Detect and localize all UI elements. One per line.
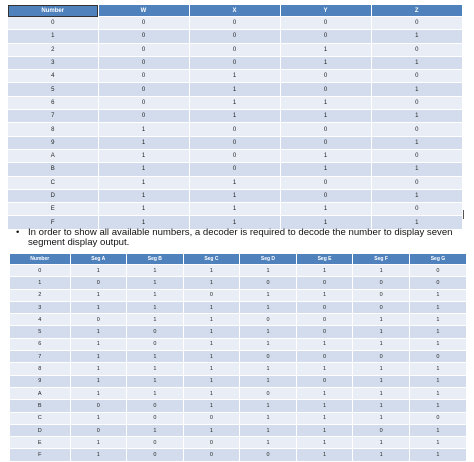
table-cell[interactable]: 3 [10,301,70,313]
table-cell[interactable]: 1 [189,70,280,83]
binary-header-w[interactable]: W [98,5,189,17]
table-cell[interactable]: 2 [10,289,70,301]
table-cell[interactable]: 0 [371,123,462,136]
table-cell[interactable]: B [10,400,70,412]
table-cell[interactable]: 0 [371,43,462,56]
table-cell[interactable]: 0 [189,30,280,43]
table-cell[interactable]: 0 [70,277,127,289]
table-cell[interactable]: 1 [296,265,353,277]
table-cell[interactable]: 1 [280,56,371,69]
table-cell[interactable]: 2 [8,43,98,56]
table-cell[interactable]: 1 [70,449,127,461]
table-cell[interactable]: 1 [296,363,353,375]
table-cell[interactable]: 1 [353,449,410,461]
table-cell[interactable]: 1 [189,83,280,96]
table-cell[interactable]: 9 [10,375,70,387]
table-cell[interactable]: 1 [98,203,189,216]
table-cell[interactable]: F [8,216,98,229]
binary-table-body [8,17,462,229]
table-cell[interactable]: 1 [98,163,189,176]
table-row [10,326,466,338]
table-cell[interactable]: 0 [127,338,184,350]
table-cell[interactable]: 1 [409,314,466,326]
table-row [8,176,462,189]
table-cell[interactable]: 0 [240,314,297,326]
table-cell[interactable]: 0 [189,163,280,176]
table-cell[interactable]: 0 [127,437,184,449]
table-cell[interactable]: 7 [8,110,98,123]
table-cell[interactable]: C [8,176,98,189]
table-cell[interactable]: 1 [240,265,297,277]
table-cell[interactable]: 1 [98,136,189,149]
table-cell[interactable]: 1 [409,387,466,399]
table-cell[interactable]: 1 [409,338,466,350]
table-cell[interactable]: 0 [353,351,410,363]
table-cell[interactable]: 1 [409,301,466,313]
table-cell[interactable]: 1 [240,289,297,301]
table-cell[interactable]: 3 [8,56,98,69]
table-row [8,70,462,83]
table-cell[interactable]: 1 [127,424,184,436]
table-cell[interactable]: 1 [127,363,184,375]
table-cell[interactable]: 1 [183,400,240,412]
table-row [10,412,466,424]
table-cell[interactable]: 1 [371,189,462,202]
table-cell[interactable]: 0 [409,412,466,424]
table-cell[interactable]: 1 [409,326,466,338]
table-cell[interactable]: 0 [98,30,189,43]
table-cell[interactable]: 1 [183,375,240,387]
table-cell[interactable]: 0 [280,17,371,30]
table-cell[interactable]: 1 [240,412,297,424]
table-cell[interactable]: 0 [353,424,410,436]
table-cell[interactable]: 1 [189,96,280,109]
table-cell[interactable]: 1 [280,96,371,109]
table-cell[interactable]: 1 [409,449,466,461]
table-cell[interactable]: 1 [296,400,353,412]
table-cell[interactable]: 0 [280,70,371,83]
table-row [8,136,462,149]
table-cell[interactable]: 1 [240,301,297,313]
table-cell[interactable]: 0 [353,301,410,313]
table-row [10,277,466,289]
table-cell[interactable]: 1 [353,363,410,375]
seven-segment-table [10,254,466,461]
table-cell[interactable]: 0 [183,449,240,461]
table-cell[interactable]: 0 [127,449,184,461]
binary-header-number[interactable]: Number [8,5,98,17]
table-cell[interactable]: 5 [10,326,70,338]
table-row [8,30,462,43]
binary-code-table [8,5,462,229]
table-cell[interactable]: 1 [371,30,462,43]
table-row [10,449,466,461]
table-cell[interactable]: 1 [296,387,353,399]
table-cell[interactable]: 0 [183,289,240,301]
table-cell[interactable]: 1 [371,216,462,229]
table-cell[interactable]: 1 [189,203,280,216]
table-row [8,149,462,162]
table-cell[interactable]: 0 [98,56,189,69]
table-cell[interactable]: 1 [189,176,280,189]
table-cell[interactable]: 0 [70,400,127,412]
table-cell[interactable]: 5 [8,83,98,96]
table-cell[interactable]: 1 [8,30,98,43]
table-cell[interactable]: 0 [296,375,353,387]
table-cell[interactable]: E [10,437,70,449]
table-cell[interactable]: 1 [183,326,240,338]
table-cell[interactable]: 0 [127,326,184,338]
table-cell[interactable]: 0 [409,265,466,277]
table-cell[interactable]: 1 [70,326,127,338]
binary-header-x[interactable]: X [189,5,280,17]
table-cell[interactable]: 1 [70,375,127,387]
table-cell[interactable]: 1 [353,387,410,399]
table-cell[interactable]: 0 [371,203,462,216]
table-cell[interactable]: 1 [189,216,280,229]
table-cell[interactable]: 1 [409,400,466,412]
table-cell[interactable]: 0 [127,412,184,424]
table-cell[interactable]: 0 [240,449,297,461]
segment-table-body [10,265,466,461]
segment-header-seg-e[interactable]: Seg E [296,254,353,265]
table-cell[interactable]: 0 [240,277,297,289]
table-cell[interactable]: 1 [409,289,466,301]
table-cell[interactable]: B [8,163,98,176]
segment-header-seg-d[interactable]: Seg D [240,254,297,265]
table-cell[interactable]: 0 [280,123,371,136]
table-cell[interactable]: 6 [10,338,70,350]
table-cell[interactable]: 1 [353,412,410,424]
table-cell[interactable]: 1 [353,314,410,326]
table-cell[interactable]: 0 [189,17,280,30]
table-cell[interactable]: 1 [240,326,297,338]
table-cell[interactable]: 1 [127,277,184,289]
table-cell[interactable]: C [10,412,70,424]
table-cell[interactable]: 1 [409,363,466,375]
table-row [10,424,466,436]
table-cell[interactable]: 1 [296,289,353,301]
table-cell[interactable]: 1 [296,338,353,350]
table-cell[interactable]: 0 [353,277,410,289]
table-row [8,17,462,30]
table-cell[interactable]: 0 [8,17,98,30]
table-cell[interactable]: 1 [189,110,280,123]
table-cell[interactable]: 0 [10,265,70,277]
table-cell[interactable]: 0 [183,437,240,449]
table-cell[interactable]: 0 [353,289,410,301]
table-cell[interactable]: 0 [127,400,184,412]
table-cell[interactable]: 0 [280,136,371,149]
table-cell[interactable]: 1 [371,56,462,69]
table-cell[interactable]: 0 [280,30,371,43]
segment-header-seg-g[interactable]: Seg G [409,254,466,265]
table-cell[interactable]: 1 [296,449,353,461]
table-cell[interactable]: 1 [353,400,410,412]
table-cell[interactable]: 0 [189,136,280,149]
table-row [10,363,466,375]
table-cell[interactable]: 1 [183,424,240,436]
table-cell[interactable]: E [8,203,98,216]
table-cell[interactable]: 1 [70,289,127,301]
table-cell[interactable]: F [10,449,70,461]
table-cell[interactable]: 0 [371,149,462,162]
table-cell[interactable]: 1 [127,375,184,387]
table-cell[interactable]: 1 [70,412,127,424]
table-cell[interactable]: 1 [70,387,127,399]
table-cell[interactable]: 1 [127,387,184,399]
table-cell[interactable]: 1 [183,351,240,363]
table-cell[interactable]: 0 [189,43,280,56]
table-row [10,301,466,313]
table-row [8,96,462,109]
table-cell[interactable]: A [8,149,98,162]
table-row [10,400,466,412]
table-cell[interactable]: 0 [371,96,462,109]
segment-header-number[interactable]: Number [10,254,70,265]
table-cell[interactable]: 9 [8,136,98,149]
table-cell[interactable]: 1 [183,277,240,289]
table-cell[interactable]: 1 [409,437,466,449]
table-cell[interactable]: 1 [280,163,371,176]
table-cell[interactable]: 0 [98,17,189,30]
table-cell[interactable]: 1 [353,437,410,449]
table-cell[interactable]: 1 [183,265,240,277]
table-cell[interactable]: A [10,387,70,399]
text-cursor [463,210,464,219]
table-cell[interactable]: 1 [70,363,127,375]
table-cell[interactable]: 1 [189,189,280,202]
table-cell[interactable]: 1 [280,110,371,123]
table-cell[interactable]: 0 [409,277,466,289]
table-cell[interactable]: 1 [127,289,184,301]
table-cell[interactable]: 0 [280,83,371,96]
table-cell[interactable]: 1 [240,338,297,350]
segment-header-seg-a[interactable]: Seg A [70,254,127,265]
table-cell[interactable]: 1 [240,424,297,436]
table-cell[interactable]: 1 [353,338,410,350]
table-cell[interactable]: 1 [183,314,240,326]
table-row [8,83,462,96]
segment-header-seg-f[interactable]: Seg F [353,254,410,265]
table-cell[interactable]: 1 [240,400,297,412]
bullet-paragraph [16,228,466,248]
table-cell[interactable]: 4 [8,70,98,83]
paragraph-text: In order to show all available numbers, a decoder is required to decode the number to display seven segment display output. [28,227,453,248]
table-cell[interactable]: D [8,189,98,202]
table-cell[interactable]: 0 [240,351,297,363]
table-cell[interactable]: 1 [280,203,371,216]
binary-header-z[interactable]: Z [371,5,462,17]
table-cell[interactable]: 1 [98,189,189,202]
table-cell[interactable]: 0 [98,83,189,96]
table-cell[interactable]: 0 [409,351,466,363]
table-cell[interactable]: 1 [70,338,127,350]
table-cell[interactable]: 1 [183,301,240,313]
table-cell[interactable]: 1 [70,437,127,449]
table-cell[interactable]: 1 [296,424,353,436]
table-cell[interactable]: 0 [371,70,462,83]
table-row [8,123,462,136]
table-cell[interactable]: 1 [296,437,353,449]
table-row [8,110,462,123]
table-row [10,314,466,326]
table-row [10,265,466,277]
table-cell[interactable]: 0 [70,314,127,326]
table-row [10,437,466,449]
table-row [8,56,462,69]
table-row [8,43,462,56]
table-cell[interactable]: 1 [280,216,371,229]
table-cell[interactable]: 7 [10,351,70,363]
table-cell[interactable]: 1 [409,424,466,436]
table-cell[interactable]: 0 [240,387,297,399]
table-row [8,189,462,202]
table-cell[interactable]: 0 [296,301,353,313]
bullet-marker: • [16,227,20,238]
table-cell[interactable]: 6 [8,96,98,109]
table-cell[interactable]: 1 [98,149,189,162]
table-cell[interactable]: 0 [296,351,353,363]
table-cell[interactable]: 8 [8,123,98,136]
table-cell[interactable]: 0 [183,412,240,424]
table-cell[interactable]: 0 [189,149,280,162]
table-row [8,203,462,216]
table-cell[interactable]: 1 [296,412,353,424]
table-cell[interactable]: 1 [183,387,240,399]
table-cell[interactable]: 0 [296,277,353,289]
table-row [10,387,466,399]
table-cell[interactable]: 1 [371,163,462,176]
table-cell[interactable]: 1 [98,123,189,136]
segment-header-seg-b[interactable]: Seg B [127,254,184,265]
table-cell[interactable]: 1 [353,326,410,338]
table-cell[interactable]: 1 [240,363,297,375]
table-cell[interactable]: 4 [10,314,70,326]
table-cell[interactable]: 1 [371,136,462,149]
table-row [8,163,462,176]
table-cell[interactable]: 0 [98,96,189,109]
binary-header-y[interactable]: Y [280,5,371,17]
table-cell[interactable]: 1 [371,110,462,123]
table-cell[interactable]: 1 [127,301,184,313]
binary-table-header-row [8,5,462,17]
table-cell[interactable]: 0 [371,17,462,30]
table-cell[interactable]: 0 [98,43,189,56]
table-cell[interactable]: 1 [353,375,410,387]
table-cell[interactable]: 1 [10,277,70,289]
table-cell[interactable]: D [10,424,70,436]
table-row [10,338,466,350]
table-cell[interactable]: 1 [371,83,462,96]
table-cell[interactable]: 1 [409,375,466,387]
table-cell[interactable]: 0 [296,326,353,338]
table-row [10,289,466,301]
segment-table-header-row [10,254,466,265]
table-cell[interactable]: 1 [353,265,410,277]
table-cell[interactable]: 0 [98,110,189,123]
table-row [10,375,466,387]
table-cell[interactable]: 0 [189,123,280,136]
table-cell[interactable]: 1 [240,437,297,449]
table-cell[interactable]: 0 [189,56,280,69]
table-cell[interactable]: 1 [98,176,189,189]
table-cell[interactable]: 1 [98,216,189,229]
segment-header-seg-c[interactable]: Seg C [183,254,240,265]
table-cell[interactable]: 1 [280,43,371,56]
table-cell[interactable]: 1 [240,375,297,387]
table-cell[interactable]: 0 [70,424,127,436]
table-cell[interactable]: 0 [280,176,371,189]
table-cell[interactable]: 1 [183,363,240,375]
table-cell[interactable]: 1 [70,301,127,313]
table-cell[interactable]: 1 [70,351,127,363]
table-cell[interactable]: 1 [127,265,184,277]
table-cell[interactable]: 0 [371,176,462,189]
table-cell[interactable]: 1 [183,338,240,350]
table-cell[interactable]: 0 [98,70,189,83]
table-cell[interactable]: 0 [296,314,353,326]
table-cell[interactable]: 1 [127,314,184,326]
table-cell[interactable]: 1 [70,265,127,277]
table-cell[interactable]: 1 [127,351,184,363]
table-cell[interactable]: 0 [280,189,371,202]
table-cell[interactable]: 1 [280,149,371,162]
table-row [10,351,466,363]
table-cell[interactable]: 8 [10,363,70,375]
